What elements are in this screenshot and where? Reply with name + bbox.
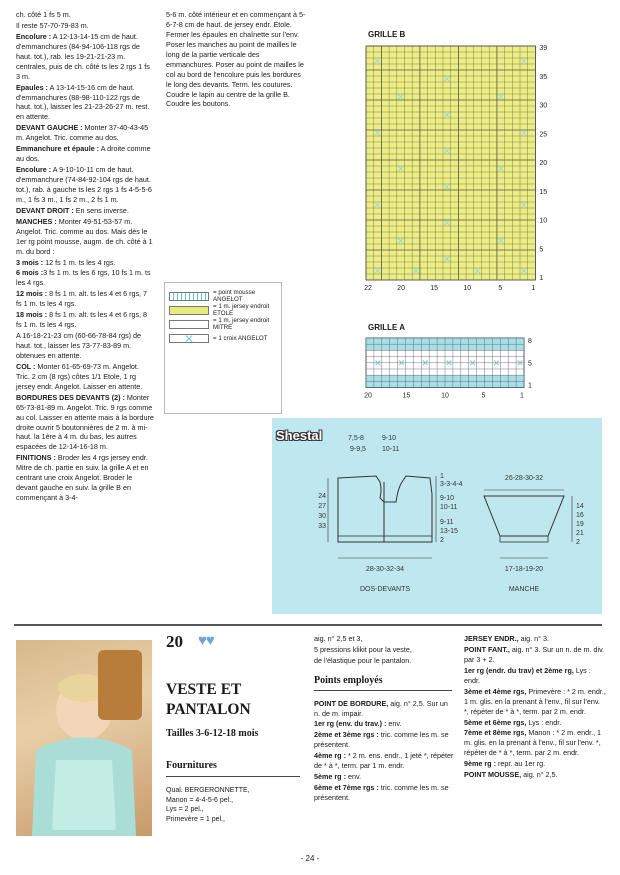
pattern-sizes: Tailles 3-6-12-18 mois bbox=[166, 728, 259, 739]
svg-text:20: 20 bbox=[397, 285, 405, 292]
instructions-column-4 bbox=[464, 634, 606, 781]
svg-text:✕: ✕ bbox=[421, 357, 430, 368]
grille-a-title: GRILLE A bbox=[368, 323, 406, 332]
svg-text:✕: ✕ bbox=[443, 110, 451, 120]
fournitures-list: Qual. BERGERONNETTE, Manon = 4-4-5-6 pel., Lys = 2 pel., Primevère = 1 pel., bbox=[166, 787, 250, 823]
fournitures-heading: Fournitures bbox=[166, 760, 217, 771]
paragraph: 3 mois : 12 fs 1 m. ts les 4 rgs. bbox=[16, 257, 116, 267]
svg-text:✕: ✕ bbox=[443, 218, 451, 228]
paragraph: MANCHES : Monter 49-51-53-57 m. Angelot. Tric. comme au dos. Mais dès le 1er rg point mousse, augm. de ch. côté à 1 m. du bord : bbox=[16, 216, 153, 256]
paragraph: POINT FANT., aig. n° 3. Sur un n. de m. div. par 3 + 2. bbox=[464, 644, 605, 664]
swatch-etole bbox=[169, 306, 209, 315]
legend-item-etole: = 1 m. jersey endroit ETOLE bbox=[169, 303, 277, 317]
svg-text:30: 30 bbox=[318, 513, 326, 520]
swatch-mitre bbox=[169, 320, 209, 329]
svg-text:✕: ✕ bbox=[520, 266, 528, 276]
svg-text:1: 1 bbox=[528, 382, 532, 390]
cross-icon: ✕ bbox=[169, 334, 209, 343]
svg-text:✕: ✕ bbox=[496, 236, 505, 246]
page-number: - 24 - bbox=[300, 854, 320, 863]
svg-text:✕: ✕ bbox=[396, 236, 405, 246]
svg-text:1: 1 bbox=[520, 392, 524, 400]
legend-item-mousse: = point mousse ANGELOT bbox=[169, 289, 277, 303]
svg-text:1: 1 bbox=[531, 285, 536, 292]
paragraph: 9ème rg : repr. au 1er rg. bbox=[464, 759, 546, 769]
paragraph: BORDURES DES DEVANTS (2) : Monter 65-73-81-89 m. Angelot. Tric. 9 rgs comme au col. Laisser en attente mais à la bordure droite ouvrir 5 boutonnières de 2 m. à mi-haut. la 1ère à 4 m. du bas, les autres espacées de 12-14-16-18 m. bbox=[16, 392, 154, 452]
svg-text:10: 10 bbox=[539, 217, 548, 225]
grille-b-title: GRILLE B bbox=[368, 30, 406, 39]
svg-text:✕: ✕ bbox=[520, 128, 528, 138]
legend-item-mitre: = 1 m. jersey endroit MITRE bbox=[169, 317, 277, 331]
paragraph: 5ème rg : env. bbox=[314, 772, 362, 782]
svg-text:✕: ✕ bbox=[473, 266, 482, 276]
svg-text:24: 24 bbox=[318, 493, 326, 500]
svg-text:✕: ✕ bbox=[396, 92, 405, 102]
svg-text:✕: ✕ bbox=[397, 357, 406, 368]
svg-text:25: 25 bbox=[539, 131, 548, 139]
pattern-title: VESTE ET PANTALON bbox=[166, 681, 251, 718]
svg-text:✕: ✕ bbox=[496, 164, 505, 174]
svg-text:✕: ✕ bbox=[520, 200, 528, 210]
paragraph: DEVANT GAUCHE : Monter 37-40-43-45 m. Angelot. Tric. comme au dos. bbox=[16, 123, 149, 143]
svg-text:5: 5 bbox=[539, 246, 544, 254]
paragraph: 4ème rg : * 2 m. ens. endr., 1 jeté *, répéter de * à *, term. par 1 m. endr. bbox=[314, 751, 454, 771]
svg-text:✕: ✕ bbox=[374, 357, 382, 368]
svg-text:5: 5 bbox=[481, 392, 486, 400]
paragraph: 6 mois :3 fs 1 m. ts les 6 rgs, 10 fs 1 m. ts les 4 rgs. bbox=[16, 268, 151, 288]
fournitures-rule bbox=[166, 776, 300, 777]
svg-text:17-18-19-20: 17-18-19-20 bbox=[504, 566, 544, 573]
svg-text:5: 5 bbox=[498, 285, 503, 292]
svg-text:19: 19 bbox=[576, 521, 584, 528]
svg-text:8: 8 bbox=[528, 338, 532, 345]
grille-a-chart bbox=[360, 334, 560, 404]
paragraph: POINT MOUSSE, aig. n° 2,5. bbox=[464, 770, 558, 780]
svg-text:9-10: 9-10 bbox=[382, 435, 397, 442]
svg-text:✕: ✕ bbox=[445, 357, 453, 368]
svg-text:15: 15 bbox=[402, 392, 411, 400]
paragraph: COL : Monter 61-65-69-73 m. Angelot. Tric. 2 cm (8 rgs) côtes 1/1 Etole, 1 rg jersey endr. Angelot. Laisser en attente. bbox=[16, 361, 143, 391]
paragraph: 5-6 m. côté intérieur et en commençant à 5-6-7-8 cm de haut. de jersey endr. Etole. Fermer les épaules en chaînette sur l'env. Poser les manches au point de mailles le long de la partie verticale des emmanchures. Poser au point de mailles le col au bord de l'encolure puis les bordures le long des devants. Term. les coutures. Coudre le lapin au centre de la grille B. Coudre les boutons. bbox=[166, 10, 306, 109]
paragraph: 2ème et 3ème rgs : tric. comme les m. se présentent. bbox=[314, 730, 449, 750]
svg-text:14: 14 bbox=[576, 503, 584, 510]
svg-text:✕: ✕ bbox=[412, 266, 420, 276]
watermark: Shestal bbox=[276, 428, 323, 443]
svg-text:✕: ✕ bbox=[373, 200, 382, 210]
paragraph: FINITIONS : Broder les 4 rgs jersey endr. Mitre de ch. partie en suiv. la grille A et en centrant une croix Angelot. Broder le devant gauche en suiv. la grille B en commençant à 3-4- bbox=[16, 453, 149, 503]
paragraph: Il reste 57-70-79-83 m. bbox=[16, 20, 89, 30]
svg-text:9-9,5: 9-9,5 bbox=[350, 446, 366, 453]
paragraph: 3ème et 4ème rgs, Primevère : * 2 m. endr., 1 m. glis. en la prenant à l'env., fil sur l'env. *, répéter de * à *, term. par 2 m. endr. bbox=[464, 686, 606, 716]
svg-text:✕: ✕ bbox=[443, 146, 451, 156]
instructions-column-3: aig. n° 2,5 et 3, 5 pressions klikit pour la veste, de l'élastique pour le pantalon. Points employés POINT DE BORDURE, aig. n° 2,5. Sur un n. de m. impair. 1er rg (env. du trav.) : env. 2ème et 3ème rgs : tric. comme les m. se présentent. 4ème rg : * 2 m. ens. endr., 1 jeté *, répéter de * à *, term. par 1 m. endr. 5ème rg : env. 6ème et 7ème rgs : tric. comme les m. se présentent. bbox=[314, 634, 454, 803]
svg-text:20: 20 bbox=[364, 392, 372, 400]
svg-text:16: 16 bbox=[576, 512, 584, 519]
paragraph: 1er rg (endr. du trav) et 2ème rg, Lys : endr. bbox=[464, 665, 591, 685]
paragraph: 5ème et 6ème rgs, Lys : endr. bbox=[464, 717, 562, 727]
svg-text:3-3-4-4: 3-3-4-4 bbox=[440, 481, 463, 488]
svg-text:1: 1 bbox=[539, 275, 544, 282]
svg-text:✕: ✕ bbox=[396, 164, 405, 174]
instructions-column-1 bbox=[16, 10, 154, 504]
svg-text:30: 30 bbox=[539, 102, 548, 110]
swatch-mousse bbox=[169, 292, 209, 301]
svg-text:10-11: 10-11 bbox=[440, 504, 458, 511]
svg-text:✕: ✕ bbox=[520, 56, 528, 66]
svg-text:28-30-32-34: 28-30-32-34 bbox=[365, 566, 405, 573]
instructions-column-2 bbox=[166, 10, 306, 110]
svg-text:2: 2 bbox=[576, 539, 580, 546]
paragraph: Emmanchure et épaule : A droite comme au dos. bbox=[16, 144, 151, 164]
svg-text:1: 1 bbox=[440, 473, 444, 480]
svg-text:27: 27 bbox=[318, 503, 326, 510]
schematic-panel bbox=[272, 418, 602, 614]
svg-text:13-15: 13-15 bbox=[440, 528, 458, 535]
baby-photo bbox=[16, 640, 152, 836]
paragraph: DEVANT DROIT : En sens inverse. bbox=[16, 205, 129, 215]
svg-text:22: 22 bbox=[364, 285, 372, 292]
paragraph: Encolure : A 9-10-10-11 cm de haut. d'emmanchure (74-84-92-104 rgs de haut. tot.), rab. à gauche ts les 2 rgs 1 fs 4-5-5-6 m., 1 fs 3 m., 1 fs 2 m., 2 fs 1 m. bbox=[16, 165, 152, 204]
svg-text:7,5-8: 7,5-8 bbox=[348, 435, 364, 442]
paragraph: ch. côté 1 fs 5 m. bbox=[16, 10, 71, 19]
svg-text:9-11: 9-11 bbox=[440, 519, 454, 526]
svg-text:MANCHE: MANCHE bbox=[508, 586, 540, 593]
svg-text:✕: ✕ bbox=[373, 128, 382, 138]
pattern-number: 20 bbox=[166, 632, 183, 651]
paragraph: JERSEY ENDR., aig. n° 3. bbox=[464, 634, 550, 643]
points-list bbox=[314, 699, 454, 803]
svg-text:2: 2 bbox=[440, 537, 444, 544]
points-rule bbox=[314, 690, 452, 691]
section-divider bbox=[14, 624, 602, 626]
paragraph: 7ème et 8ème rgs, Manon : * 2 m. endr., 1 m. glis. en la prenant à l'env., fil sur l'env. *, répéter de * à *, term. par 2 m. endr. bbox=[464, 728, 602, 758]
paragraph: 18 mois : 8 fs 1 m. alt. ts les 4 et 6 rgs, 8 fs 1 m. ts les 4 rgs. bbox=[16, 310, 148, 330]
paragraph: POINT DE BORDURE, aig. n° 2,5. Sur un n. de m. impair. bbox=[314, 698, 448, 718]
svg-text:15: 15 bbox=[430, 285, 439, 292]
legend-item-croix: ✕ = 1 croix ANGELOT bbox=[169, 331, 277, 345]
svg-text:✕: ✕ bbox=[443, 74, 451, 84]
svg-text:✕: ✕ bbox=[516, 357, 524, 368]
svg-text:20: 20 bbox=[539, 160, 548, 167]
svg-text:✕: ✕ bbox=[496, 92, 505, 102]
svg-text:✕: ✕ bbox=[373, 266, 382, 276]
svg-text:21: 21 bbox=[576, 530, 584, 537]
svg-text:10: 10 bbox=[441, 392, 449, 400]
svg-text:9-10: 9-10 bbox=[440, 495, 455, 502]
paragraph: A 16-18-21-23 cm (60-66-78-84 rgs) de haut. tot., laisser les 73-77-83-89 m. obtenues en attente. bbox=[16, 331, 142, 360]
svg-text:10: 10 bbox=[463, 285, 472, 292]
svg-text:33: 33 bbox=[318, 523, 326, 530]
points-heading: Points employés bbox=[314, 674, 383, 686]
svg-text:26-28-30-32: 26-28-30-32 bbox=[504, 475, 544, 482]
svg-text:✕: ✕ bbox=[373, 56, 382, 66]
svg-text:5: 5 bbox=[528, 360, 532, 368]
difficulty-hearts-icon: ♥♥ bbox=[198, 632, 214, 649]
svg-text:10-11: 10-11 bbox=[382, 446, 400, 453]
svg-text:15: 15 bbox=[539, 188, 548, 196]
schematic-drawing bbox=[272, 418, 602, 614]
paragraph: 6ème et 7ème rgs : tric. comme les m. se présentent. bbox=[314, 783, 449, 803]
svg-text:39: 39 bbox=[539, 45, 548, 52]
svg-text:✕: ✕ bbox=[492, 357, 501, 368]
paragraph: Encolure : A 12-13-14-15 cm de haut. d'emmanchures (84-94-106-118 rgs de haut. tot.), rab. les 19-21-21-23 m. centrales, puis de ch. côté ts les 2 rgs 1 fs 3 m. bbox=[16, 31, 150, 81]
svg-text:✕: ✕ bbox=[443, 254, 451, 264]
paragraph: 12 mois : 8 fs 1 m. alt. ts les 4 et 6 rgs, 7 fs 1 m. ts les 4 rgs. bbox=[16, 289, 148, 309]
chart-legend bbox=[164, 282, 282, 414]
paragraph: Epaules : A 13-14-15-16 cm de haut. d'emmanchures (88-98-110-122 rgs de haut. tot.), laisser les 21-23-26-27 m. rest. en attente. bbox=[16, 82, 150, 122]
paragraph: 1er rg (env. du trav.) : env. bbox=[314, 719, 402, 729]
svg-text:✕: ✕ bbox=[443, 182, 451, 192]
svg-text:DOS-DEVANTS: DOS-DEVANTS bbox=[359, 586, 411, 593]
svg-text:✕: ✕ bbox=[468, 357, 477, 368]
grille-b-chart bbox=[360, 40, 560, 302]
svg-text:35: 35 bbox=[539, 73, 548, 81]
